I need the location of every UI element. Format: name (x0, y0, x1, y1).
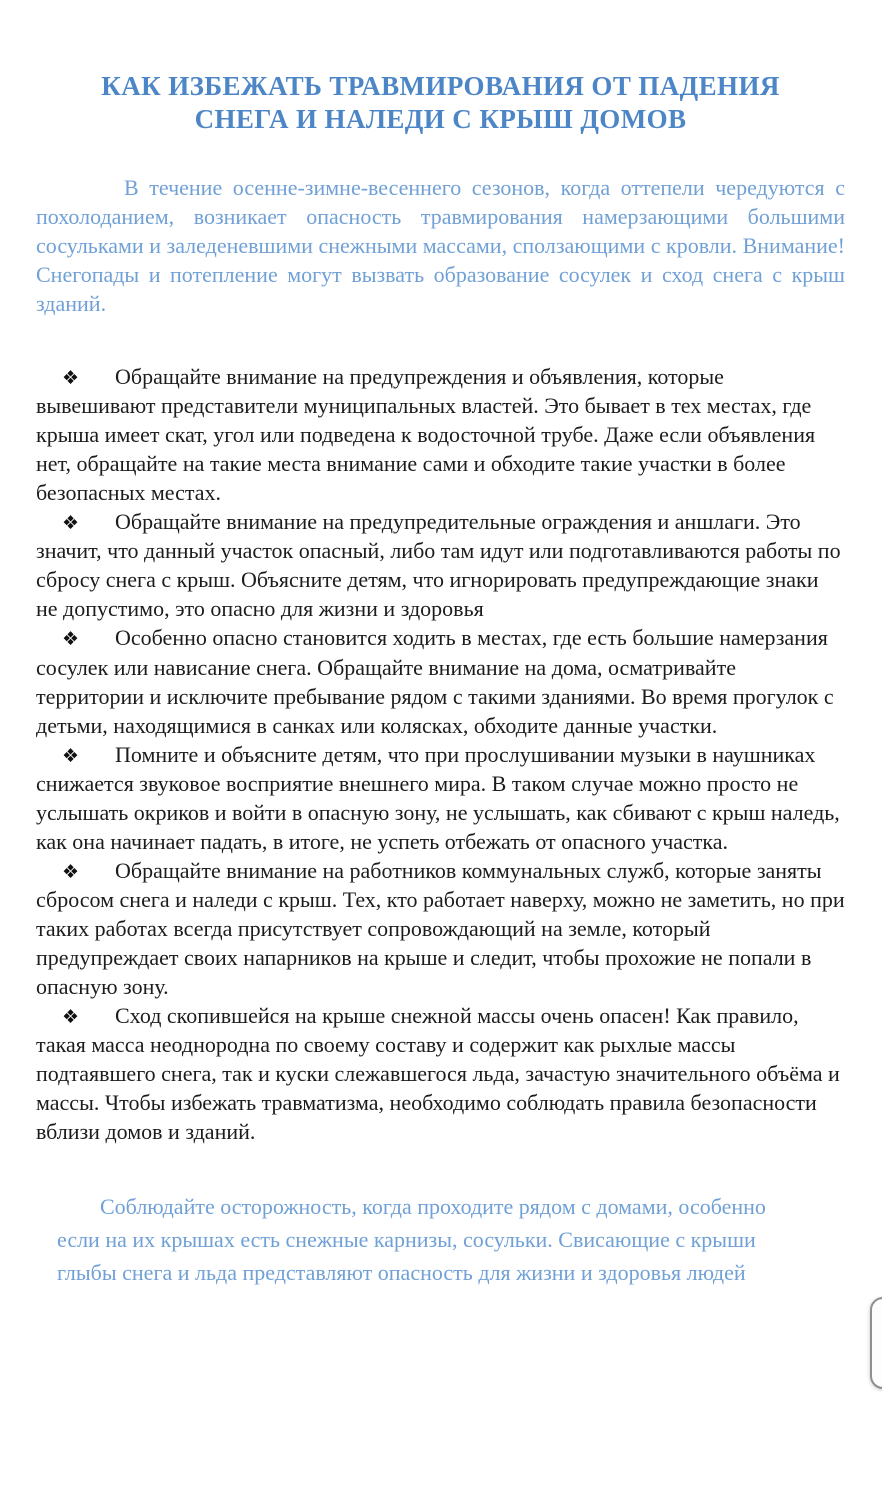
list-item (36, 623, 845, 739)
safety-rules-list (36, 362, 845, 1146)
intro-paragraph: В течение осенне-зимне-весеннего сезонов, когда оттепели чередуются с похолоданием, возникает опасность травмирования намерзающими большими сосульками и заледеневшими снежными массами, сползающими с кровли. Внимание! Снегопады и потепление могут вызвать образование сосулек и сход снега с крыш зданий. (36, 174, 845, 317)
diamond-bullet-icon: ❖ (62, 860, 80, 883)
document-title: КАК ИЗБЕЖАТЬ ТРАВМИРОВАНИЯ ОТ ПАДЕНИЯ СНЕГА И НАЛЕДИ С КРЫШ ДОМОВ (101, 71, 780, 135)
list-item (36, 1001, 845, 1146)
scrollbar-thumb[interactable] (870, 1297, 882, 1389)
document-page (0, 70, 882, 1498)
diamond-bullet-icon: ❖ (62, 628, 80, 651)
list-item (36, 362, 845, 507)
list-item (36, 507, 845, 623)
diamond-bullet-icon: ❖ (62, 1006, 80, 1029)
diamond-bullet-icon: ❖ (62, 512, 80, 535)
list-item (36, 740, 845, 856)
list-item-text: Обращайте внимание на предупреждения и объявления, которые вывешивают представители муниципальных властей. Это бывает в тех местах, где крыша имеет скат, угол или подведена к водосточной трубе. Даже если объявления нет, обращайте на такие места внимание сами и обходите такие участки в более безопасных местах. (36, 364, 816, 506)
diamond-bullet-icon: ❖ (62, 744, 80, 767)
list-item-text: Сход скопившейся на крыше снежной массы очень опасен! Как правило, такая масса неоднородна по своему составу и содержит как рыхлые массы подтаявшего снега, так и куски слежавшегося льда, зачастую значительного объёма и массы. Чтобы избежать травматизма, необходимо соблюдать правила безопасности вблизи домов и зданий. (36, 1003, 840, 1145)
list-item (36, 856, 845, 1001)
outro-paragraph: Соблюдайте осторожность, когда проходите рядом с домами, особенно если на их крышах есть снежные карнизы, сосульки. Свисающие с крыши глыбы снега и льда представляют опасность для жизни и здоровья людей (57, 1194, 766, 1286)
list-item-text: Обращайте внимание на предупредительные ограждения и аншлаги. Это значит, что данный участок опасный, либо там идут или подготавливаются работы по сбросу снега с крыш. Объясните детям, что игнорировать предупреждающие знаки не допустимо, это опасно для жизни и здоровья (36, 509, 841, 622)
list-item-text: Особенно опасно становится ходить в местах, где есть большие намерзания сосулек или нависание снега. Обращайте внимание на дома, осматривайте территории и исключите пребывание рядом с такими зданиями. Во время прогулок с детьми, находящимися в санках или колясках, обходите данные участки. (36, 625, 834, 738)
list-item-text: Помните и объясните детям, что при прослушивании музыки в наушниках снижается звуковое восприятие внешнего мира. В таком случае можно просто не услышать окриков и войти в опасную зону, не услышать, как сбивают с крыш наледь, как она начинает падать, в итоге, не успеть отбежать от опасного участка. (36, 741, 840, 854)
list-item-text: Обращайте внимание на работников коммунальных служб, которые заняты сбросом снега и наледи с крыш. Тех, кто работает наверху, можно не заметить, но при таких работах всегда присутствует сопровождающий на земле, который предупреждает своих напарников на крыше и следит, чтобы прохожие не попали в опасную зону. (36, 857, 845, 999)
diamond-bullet-icon: ❖ (62, 367, 80, 390)
